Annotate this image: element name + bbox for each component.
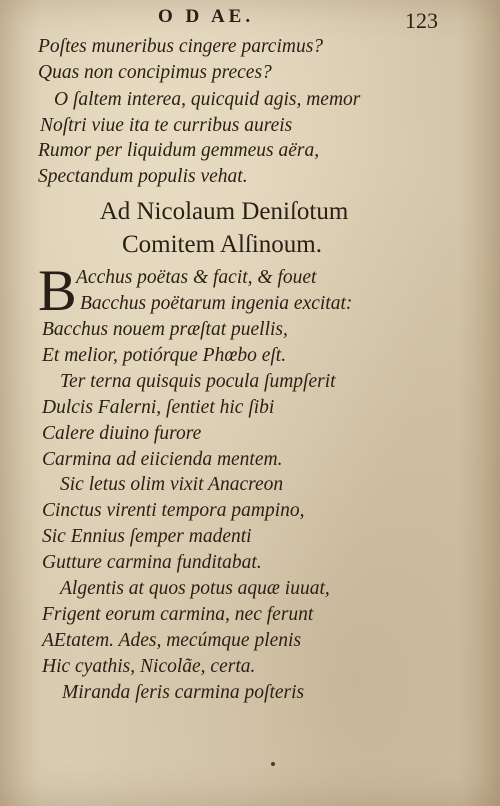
page-number: 123	[405, 8, 438, 33]
verse-line: Et melior, potiórque Phœbo eſt.	[42, 345, 287, 366]
verse-line: Hic cyathis, Nicolãe, certa.	[42, 656, 256, 677]
printer-mark-dot	[271, 762, 275, 766]
verse-line: Noſtri viue ita te curribus aureis	[40, 115, 293, 136]
poem-title-line-1: Ad Nicolaum Deniſotum	[99, 198, 349, 225]
verse-line: Spectandum populis vehat.	[38, 166, 248, 187]
verse-line: Algentis at quos potus aquæ iuuat,	[60, 578, 330, 599]
verse-line: Calere diuino furore	[42, 423, 202, 444]
verse-line: Ter terna quisquis pocula ſumpſerit	[60, 371, 336, 392]
verse-line: Quas non concipimus preces?	[38, 62, 272, 83]
drop-cap: B	[38, 258, 77, 323]
verse-line: Frigent eorum carmina, nec ferunt	[42, 604, 314, 625]
poem-title-line-2: Comitem Alſinoum.	[121, 231, 322, 258]
verse-line: Bacchus nouem præſtat puellis,	[42, 319, 288, 340]
verse-line: Sic Ennius ſemper madenti	[42, 526, 252, 547]
verse-line: O ſaltem interea, quicquid agis, memor	[54, 89, 361, 110]
verse-line: Acchus poëtas & facit, & fouet	[76, 267, 317, 288]
verse-line: Poſtes muneribus cingere parcimus?	[38, 36, 324, 57]
verse-line: Carmina ad eiicienda mentem.	[42, 449, 283, 470]
verse-line: Sic letus olim vixit Anacreon	[60, 474, 284, 495]
verse-line: Gutture carmina funditabat.	[42, 552, 262, 573]
verse-line: Miranda ſeris carmina poſteris	[62, 682, 305, 703]
verse-line: Dulcis Falerni, ſentiet hic ſibi	[42, 397, 275, 418]
verse-line: Cinctus virenti tempora pampino,	[42, 500, 305, 521]
verse-line: Rumor per liquidum gemmeus aëra,	[38, 140, 320, 161]
running-head: O D AE.	[158, 6, 255, 27]
verse-line: Bacchus poëtarum ingenia excitat:	[80, 293, 353, 314]
verse-line: AEtatem. Ades, mecúmque plenis	[42, 630, 302, 651]
